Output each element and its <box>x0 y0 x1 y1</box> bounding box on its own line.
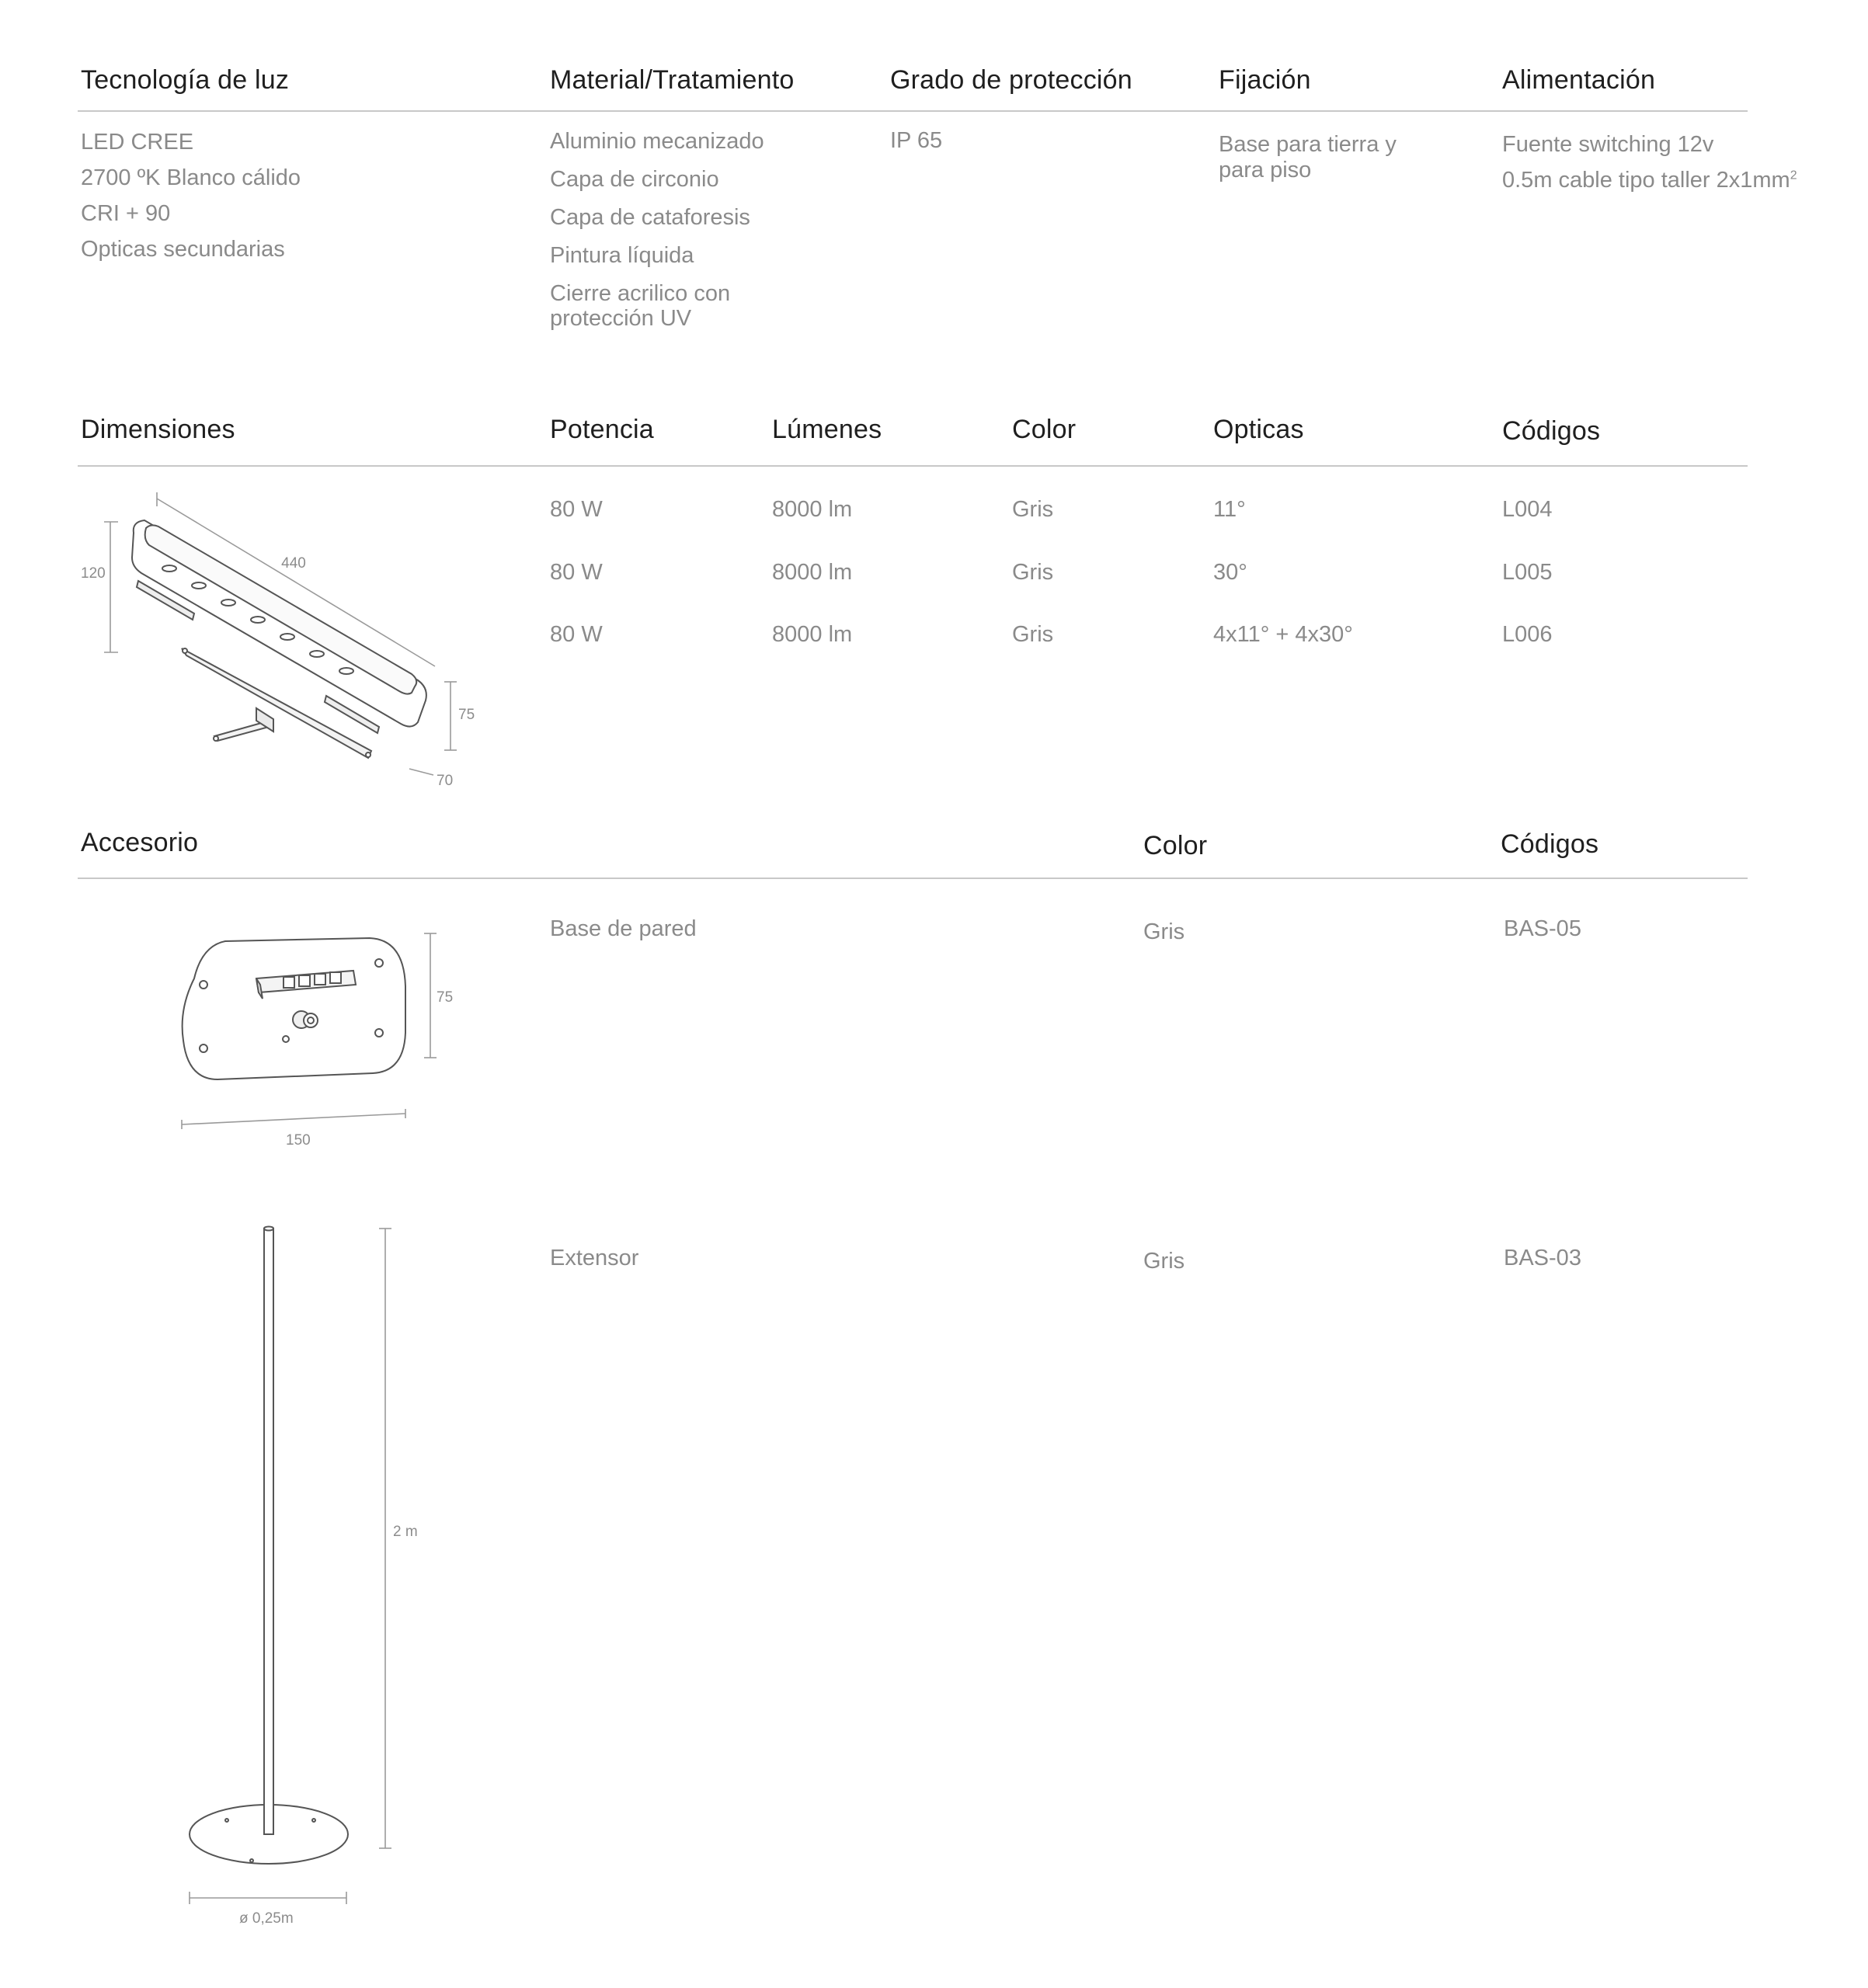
dim-length: 440 <box>281 555 306 572</box>
base-dim-height: 75 <box>437 989 454 1006</box>
mounting-item: para piso <box>1219 158 1312 182</box>
header-accessory-codes: Códigos <box>1501 829 1599 859</box>
light-tech-item: Opticas secundarias <box>81 237 285 262</box>
variant-optics: 4x11° + 4x30° <box>1213 622 1353 647</box>
extensor-dim-diameter: ø 0,25m <box>239 1910 294 1927</box>
material-item: protección UV <box>550 306 692 331</box>
power-supply-superscript: 2 <box>1790 169 1797 182</box>
variant-lumens: 8000 lm <box>772 622 853 647</box>
dim-depth: 75 <box>458 707 475 723</box>
wall-base-plate <box>183 938 405 1079</box>
light-tech-item: CRI + 90 <box>81 201 171 226</box>
divider-variants <box>78 465 1748 467</box>
wall-base-drawing <box>171 924 466 1157</box>
material-item: Cierre acrilico con <box>550 281 731 306</box>
variant-power: 80 W <box>550 560 603 585</box>
header-material: Material/Tratamiento <box>550 65 795 95</box>
material-item: Capa de cataforesis <box>550 205 750 230</box>
light-tech-list <box>81 124 301 267</box>
variant-lumens: 8000 lm <box>772 560 853 585</box>
variant-power: 80 W <box>550 497 603 522</box>
divider-specs <box>78 110 1748 112</box>
material-item: Pintura líquida <box>550 243 694 268</box>
header-accessory-color: Color <box>1143 831 1208 860</box>
base-width-dimension-line <box>182 1114 405 1124</box>
header-optics: Opticas <box>1213 415 1304 444</box>
header-mounting: Fijación <box>1219 65 1311 95</box>
power-supply-cable: 0.5m cable tipo taller 2x1mm <box>1502 168 1790 193</box>
accessory-color: Gris <box>1143 919 1185 944</box>
accessory-color: Gris <box>1143 1249 1185 1274</box>
variant-code: L006 <box>1502 622 1553 647</box>
header-power-supply: Alimentación <box>1502 65 1656 95</box>
extensor-pole <box>190 1227 348 1865</box>
header-dimensions: Dimensiones <box>81 415 235 444</box>
extensor-dim-height: 2 m <box>393 1524 418 1540</box>
header-protection: Grado de protección <box>890 65 1132 95</box>
width-dimension-line <box>409 769 433 775</box>
variant-color: Gris <box>1012 497 1054 522</box>
light-tech-item: LED CREE <box>81 130 194 155</box>
header-power: Potencia <box>550 415 654 444</box>
variant-code: L004 <box>1502 497 1553 522</box>
material-list <box>550 123 764 338</box>
variant-code: L005 <box>1502 560 1553 585</box>
variant-color: Gris <box>1012 622 1054 647</box>
variant-power: 80 W <box>550 622 603 647</box>
header-color: Color <box>1012 415 1077 444</box>
material-item: Aluminio mecanizado <box>550 129 764 154</box>
variant-optics: 30° <box>1213 560 1247 585</box>
variant-color: Gris <box>1012 560 1054 585</box>
protection-value: IP 65 <box>890 128 943 153</box>
power-supply-item: Fuente switching 12v <box>1502 132 1714 157</box>
accessory-name: Extensor <box>550 1246 639 1270</box>
luminaire-body <box>132 520 426 758</box>
variant-lumens: 8000 lm <box>772 497 853 522</box>
luminaire-dimension-drawing <box>70 489 489 800</box>
base-dim-width: 150 <box>286 1132 311 1149</box>
accessory-code: BAS-05 <box>1504 916 1581 941</box>
light-tech-item: 2700 ºK Blanco cálido <box>81 165 301 190</box>
divider-accessories <box>78 878 1748 879</box>
mounting-list <box>1219 132 1397 183</box>
accessory-code: BAS-03 <box>1504 1246 1581 1270</box>
material-item: Capa de circonio <box>550 167 719 192</box>
dim-height: 120 <box>81 565 106 582</box>
header-codes: Códigos <box>1502 416 1601 446</box>
variant-optics: 11° <box>1213 497 1246 522</box>
header-light-tech: Tecnología de luz <box>81 65 290 95</box>
dim-width: 70 <box>437 773 454 789</box>
header-accessory: Accesorio <box>81 828 199 857</box>
extensor-drawing <box>171 1219 435 1934</box>
mounting-item: Base para tierra y <box>1219 132 1397 157</box>
header-lumens: Lúmenes <box>772 415 882 444</box>
power-supply-item <box>1502 162 1797 198</box>
power-supply-list <box>1502 127 1797 198</box>
accessory-name: Base de pared <box>550 916 697 941</box>
